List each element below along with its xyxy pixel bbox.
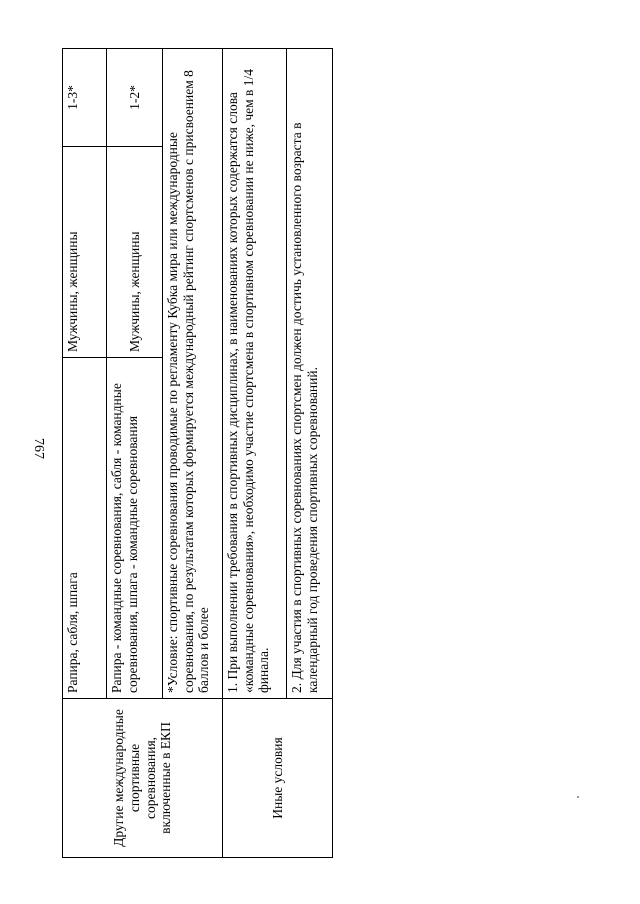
table-row <box>63 49 107 858</box>
scan-speck <box>577 796 579 798</box>
place-cell: 1-2* <box>107 49 163 147</box>
page-number: 767 <box>31 438 46 459</box>
condition-cell: 1. При выполнении требования в спортивных дисциплинах, в наименованиях которых содержатся слова «командные соревнования», необходимо участие спортсмена в спортивном соревновании не ниже, чем в 1/4 финала. <box>223 49 287 699</box>
gender-cell: Мужчины, женщины <box>63 147 107 358</box>
rotated-table-container <box>62 48 332 858</box>
category-cell-international: Другие международные спортивные соревнования, включенные в ЕКП <box>63 699 223 858</box>
discipline-cell: Рапира, сабля, шпага <box>63 358 107 699</box>
requirements-table <box>62 48 333 858</box>
table-row <box>223 49 287 858</box>
condition-cell: 2. Для участия в спортивных соревнованиях спортсмен должен достичь установленного возраста в календарный год проведения спортивных соревнований. <box>287 49 333 699</box>
gender-cell: Мужчины, женщины <box>107 147 163 358</box>
note-cell: *Условие: спортивные соревнования проводимые по регламенту Кубка мира или международные соревнования, по результатам которых формируется международный рейтинг спортсменов с присвоением 8 баллов и более <box>163 49 223 699</box>
category-cell-other: Иные условия <box>223 699 333 858</box>
place-cell: 1-3* <box>63 49 107 147</box>
discipline-cell: Рапира - командные соревнования, сабля - командные соревнования, шпага - командные соревнования <box>107 358 163 699</box>
